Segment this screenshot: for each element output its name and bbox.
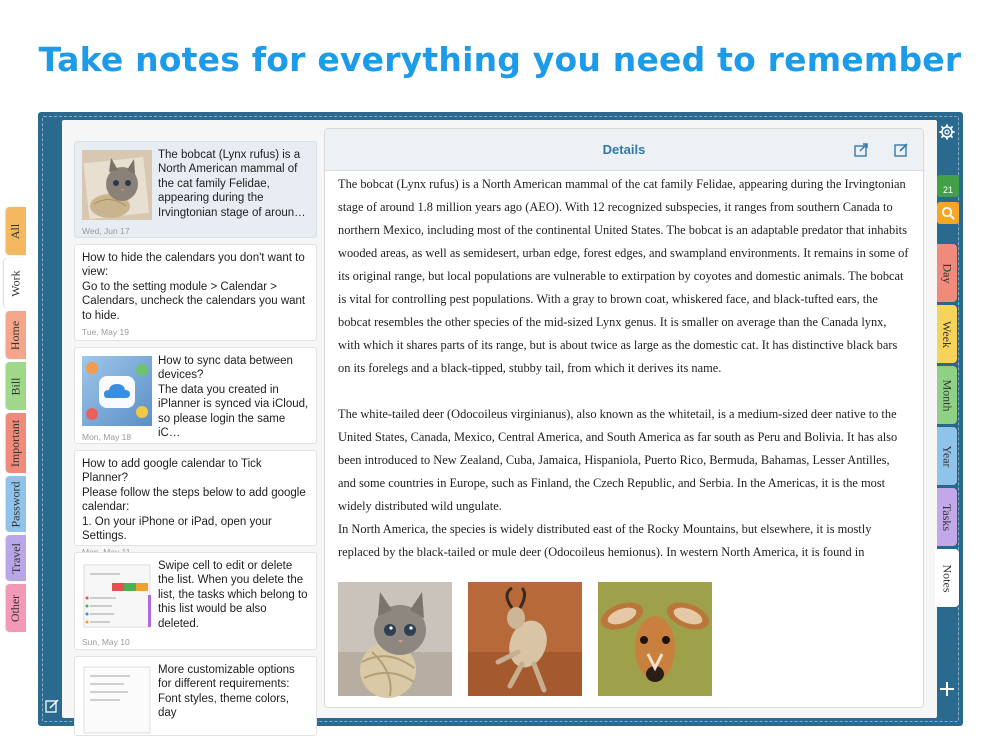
tab-password[interactable]	[6, 476, 26, 532]
details-paragraph: In North America, the species is widely distributed east of the Rocky Mountains, but elsewhere, it is mostly replaced by the black-tailed or mule deer (Odocoileus hemionus). In western North America, it is found in	[338, 522, 872, 559]
details-paragraph: The white-tailed deer (Odocoileus virginianus), also known as the whitetail, is a medium-sized deer native to the United States, Canada, Mexico, Central America, and South America as far south as Peru and Bolivia. It has also been introduced to New Zealand, Cuba, Jamaica, Hispaniola, Puerto Rico, Bermuda, Bahamas, Lesser Antilles, and some countries in Europe, such as Finland, the Czech Republic, and Serbia. In the Americas, it is the most widely distributed wild ungulate.	[338, 407, 898, 513]
note-text: How to hide the calendars you don't want to view: Go to the setting module > Calendar > Calendars, uncheck the calendars you want to hide.	[82, 252, 306, 322]
tab-label: Tasks	[940, 503, 955, 531]
fawn-photo[interactable]	[598, 582, 712, 696]
tab-label: Month	[940, 378, 955, 412]
tab-tasks[interactable]	[937, 488, 957, 546]
calendar-day: 21	[942, 185, 953, 195]
tab-important[interactable]	[6, 413, 26, 473]
headline: Take notes for everything you need to remember	[38, 40, 962, 79]
list-item[interactable]	[74, 656, 317, 736]
tab-label: Home	[8, 320, 23, 350]
note-date: Wed, Jun 17	[82, 226, 130, 236]
note-text: The bobcat (Lynx rufus) is a North American mammal of the cat family Felidae, appearing during the Irvingtonian stage of aroun…	[158, 149, 306, 219]
tab-label: Bill	[8, 376, 23, 396]
tab-label: Work	[8, 269, 23, 297]
details-paragraph: The bobcat (Lynx rufus) is a North American mammal of the cat family Felidae, appearing during the Irvingtonian stage of around 1.8 million years ago (AEO). With 12 recognized subspecies, it ranges from southern Canada to northern Mexico, including most of the continental United States. The bobcat is an adaptable predator that inhabits wooded areas, as well as semidesert, urban edge, forest edges, and swampland environments. It remains in some of its original range, but local populations are vulnerable to extirpation by coyotes and domestic animals. The bobcat is vital for controlling pest populations. With a gray to brown coat, whiskered face, and black-tufted ears, the bobcat resembles the other species of the mid-sized Lynx genus. It is smaller on average than the Canada lynx, with which it shares parts of its range, but is about twice as large as the domestic cat. It has distinctive black bars on its forelegs and a black-tipped, stubby tail, from which it derives its name.	[338, 177, 909, 375]
tab-year[interactable]	[937, 427, 957, 485]
tab-week[interactable]	[937, 305, 957, 363]
icloud-thumbnail	[82, 356, 152, 426]
tab-home[interactable]	[6, 311, 26, 359]
tab-label: Travel	[8, 542, 23, 574]
search-button[interactable]	[937, 202, 959, 224]
list-item[interactable]	[74, 244, 317, 341]
list-screenshot-thumbnail	[82, 561, 152, 631]
tab-label: Year	[940, 444, 955, 468]
list-item[interactable]	[74, 141, 317, 238]
tab-all[interactable]	[6, 207, 26, 255]
settings-screenshot-thumbnail	[82, 665, 152, 735]
tab-notes[interactable]	[935, 549, 959, 607]
note-text: More customizable options for different requirements: Font styles, theme colors, day	[158, 664, 295, 720]
search-icon	[937, 202, 959, 224]
note-date: Sun, May 10	[82, 637, 130, 647]
tab-label: Password	[8, 480, 23, 528]
list-item[interactable]	[74, 552, 317, 650]
tab-label: Week	[940, 320, 955, 348]
share-icon[interactable]	[853, 142, 869, 158]
details-photos	[338, 582, 712, 696]
note-text: Swipe cell to edit or delete the list. When you delete the list, the tasks which belong to this list would be also deleted.	[158, 560, 308, 630]
tab-work[interactable]	[4, 258, 28, 308]
tab-other[interactable]	[6, 584, 26, 632]
note-date: Mon, May 18	[82, 432, 132, 442]
gear-icon[interactable]	[939, 124, 955, 140]
calendar-icon[interactable]	[937, 175, 959, 197]
tab-travel[interactable]	[6, 535, 26, 581]
kitten-thumbnail	[82, 150, 152, 220]
note-text: How to sync data between devices? The data you created in iPlanner is synced via iCloud, so please login the same iC…	[158, 355, 309, 440]
details-body[interactable]	[325, 173, 923, 564]
list-item[interactable]	[74, 347, 317, 444]
antelope-photo[interactable]	[468, 582, 582, 696]
tab-label: Notes	[940, 564, 955, 592]
tab-day[interactable]	[937, 244, 957, 302]
note-text: How to add google calendar to Tick Planner? Please follow the steps below to add google calendar: 1. On your iPhone or iPad, open your Settings.	[82, 458, 306, 543]
tab-bill[interactable]	[6, 362, 26, 410]
details-panel	[324, 128, 924, 708]
tab-label: Important	[8, 419, 23, 467]
tab-label: All	[8, 223, 23, 239]
edit-icon[interactable]	[893, 142, 909, 158]
tab-month[interactable]	[937, 366, 957, 424]
details-header	[325, 129, 923, 171]
note-date: Tue, May 19	[82, 327, 129, 338]
details-title: Details	[602, 142, 646, 157]
list-item[interactable]	[74, 450, 317, 546]
note-list[interactable]	[74, 141, 317, 720]
tab-label: Other	[8, 594, 23, 622]
kitten-photo[interactable]	[338, 582, 452, 696]
compose-icon[interactable]	[45, 699, 59, 713]
add-icon[interactable]	[938, 680, 956, 698]
tab-label: Day	[940, 263, 955, 283]
